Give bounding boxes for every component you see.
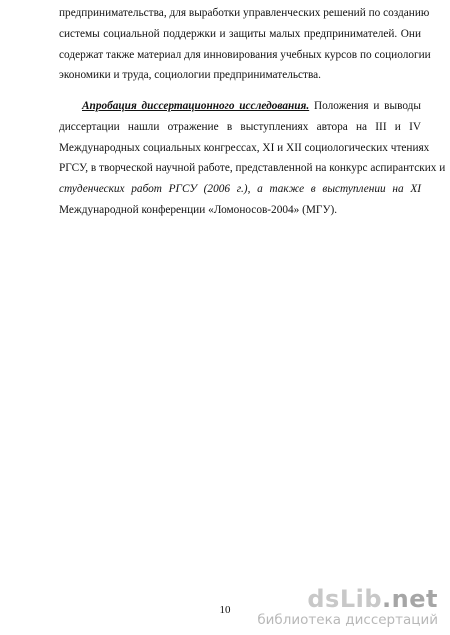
paragraph-2-line-2: диссертации нашли отражение в выступлениях автора на III и IV bbox=[59, 121, 421, 133]
paragraph-1-line-2: системы социальной поддержки и защиты малых предпринимателей. Они bbox=[59, 28, 421, 40]
paragraph-2-line-3: Международных социальных конгрессах, XI и XII социологических чтениях bbox=[59, 142, 430, 154]
page-number: 10 bbox=[219, 604, 231, 616]
paragraph-2-line-1-rest: Положения и выводы bbox=[313, 100, 421, 112]
paragraph-1-line-4: экономики и труда, социологии предпринимательства. bbox=[59, 69, 321, 81]
watermark bbox=[257, 586, 438, 628]
section-heading: Апробация диссертационного исследования. bbox=[82, 100, 310, 112]
watermark-subtitle: библиотека диссертаций bbox=[257, 612, 438, 628]
paragraph-2-line-1 bbox=[82, 99, 421, 113]
paragraph-2-line-6: Международной конференции «Ломоносов-2004» (МГУ). bbox=[59, 204, 338, 216]
paragraph-1-line-1: предпринимательства, для выработки управленческих решений по созданию bbox=[59, 7, 430, 19]
paragraph-2-line-4: РГСУ, в творческой научной работе, представленной на конкурс аспирантских и bbox=[59, 162, 446, 174]
paragraph-1-line-3: содержат также материал для инновирования учебных курсов по социологии bbox=[59, 49, 431, 61]
paragraph-2-line-5: студенческих работ РГСУ (2006 г.), а также в выступлении на XI bbox=[59, 183, 421, 195]
watermark-logo: dsLib.net bbox=[307, 585, 438, 613]
